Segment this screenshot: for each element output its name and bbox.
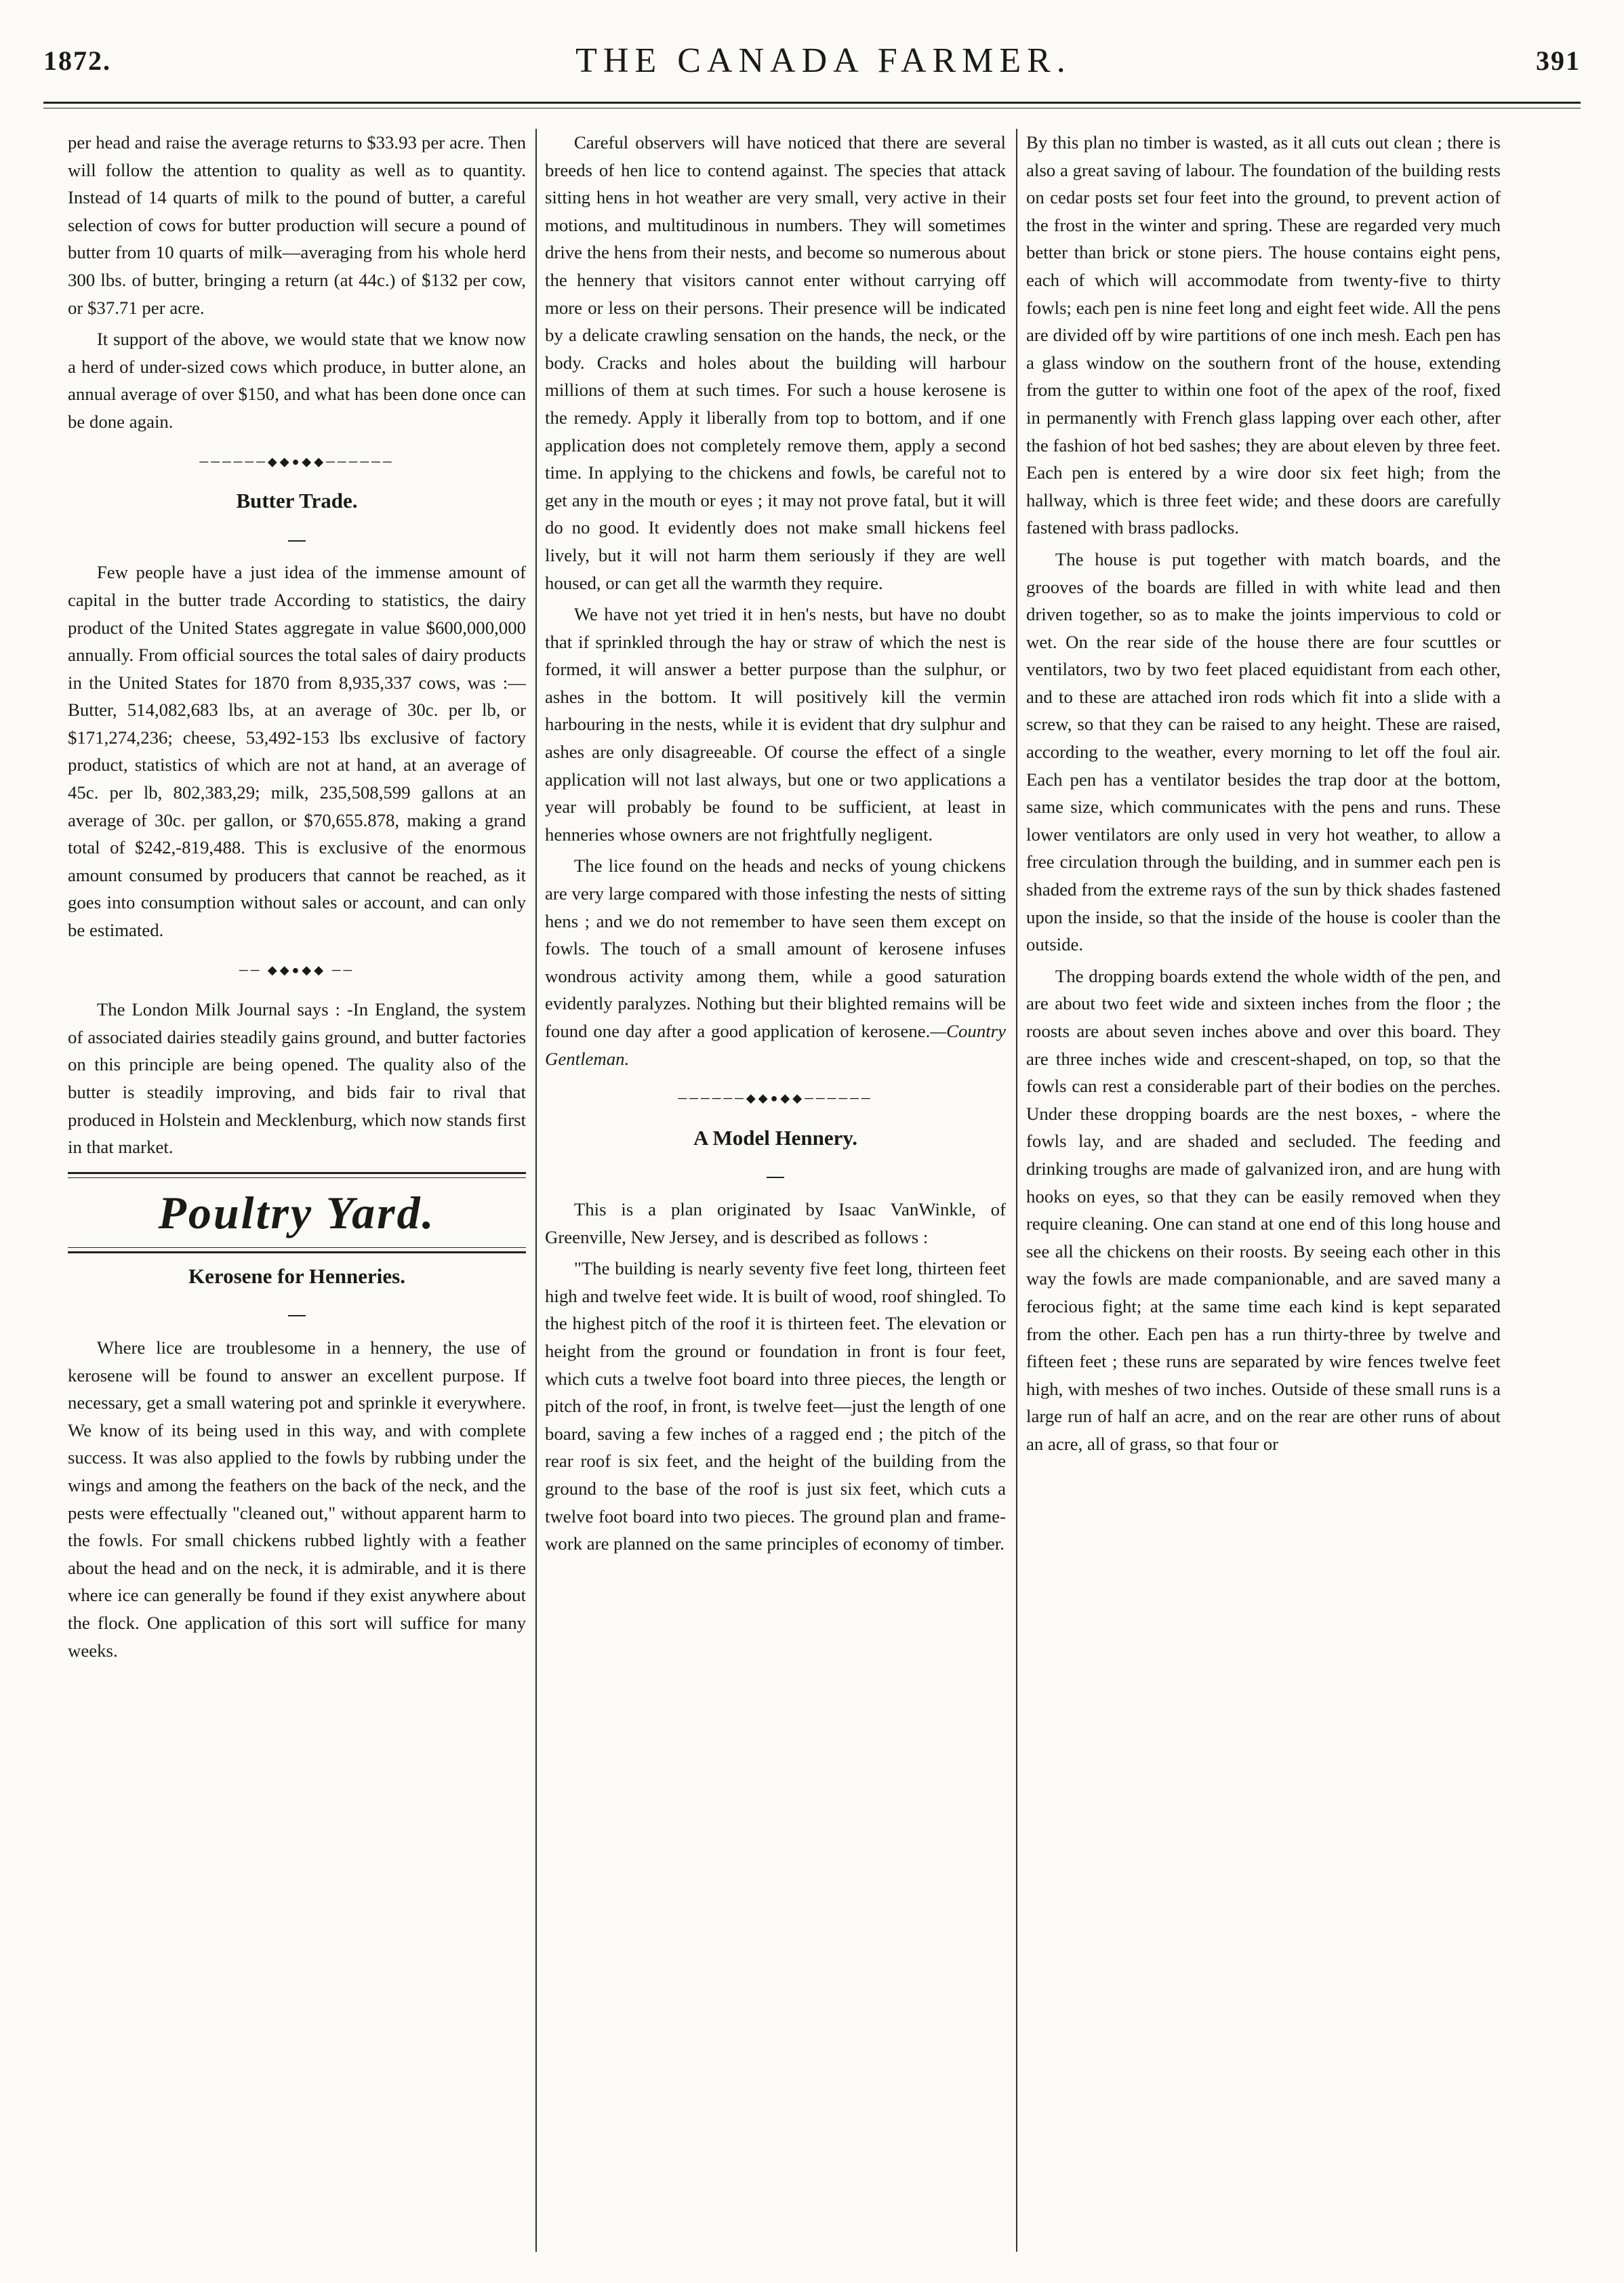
column-divider bbox=[1016, 129, 1017, 2252]
column-divider bbox=[535, 129, 537, 2252]
column-2 bbox=[545, 129, 1006, 2252]
body-paragraph: Where lice are troublesome in a hennery, the use of kerosene will be found to answer an excellent purpose. If necessary, get a small watering pot and sprinkle it everywhere. We know of its being used in this way, and with complete success. It was also applied to the fowls by rubbing under the wings and among the feathers on the back of the neck, and the pests were effectually "cleaned out," without apparent harm to the fowls. For small chickens rubbed lightly with a feather about the head and on the neck, it is admirable, and it is there where ice can generally be found if they exist anywhere about the flock. One application of this sort will suffice for many weeks. bbox=[68, 1337, 526, 1661]
body-paragraph: The London Milk Journal says : -In England, the system of associated dairies steadily gains ground, and butter factories on this principle are being opened. The quality also of the butter is steadily improving, and bids fair to rival that produced in Holstein and Mecklenburg, which now stands first in that market. bbox=[68, 999, 526, 1158]
article-heading-butter-trade: Butter Trade. bbox=[236, 489, 358, 513]
article-heading-kerosene: Kerosene for Henneries. bbox=[188, 1264, 405, 1288]
body-paragraph: per head and raise the average returns to $33.93 per acre. Then will follow the attention to quality as well as to quantity. Instead of 14 quarts of milk to the pound of butter, a careful selection of cows for butter production will secure a pound of butter from 10 quarts of milk—averaging from his whole herd 300 lbs. of butter, bringing a return (at 44c.) of $132 per cow, or $37.71 per acre. bbox=[68, 132, 526, 318]
body-paragraph: The dropping boards extend the whole width of the pen, and are about two feet wide and sixteen inches from the floor ; the roosts are about seven inches above and over this board. They are three inches wide and crescent-shaped, on top, so that the fowls can rest a considerable part of their bodies on the perches. Under these dropping boards are the nest boxes, - where the fowls lay, and are shaded and secluded. The feeding and drinking troughs are made of galvanized iron, and are hung with hooks on eyes, so that they can be easily removed when they require cleaning. One can stand at one end of this long house and see all the chickens on their roosts. By seeing each other in this way the fowls are made companionable, and are saved many a ferocious fight; at the same time each kind is kept separated from the other. Each pen has a run thirty-three by twelve and fifteen feet ; these runs are separated by wire fences twelve feet high, with meshes of two inches. Outside of these small runs is a large run of half an acre, and on the rear are other runs of about an acre, all of grass, so that four or bbox=[1026, 965, 1501, 1454]
page-number: 391 bbox=[1535, 45, 1581, 76]
page-header bbox=[43, 30, 1581, 91]
column-3 bbox=[1026, 129, 1501, 2252]
column-1 bbox=[68, 129, 526, 2252]
article-heading-model-hennery: A Model Hennery. bbox=[693, 1125, 857, 1150]
paragraph-ornament: ── ◆◆●◆◆ ── bbox=[239, 963, 355, 977]
body-paragraph: "The building is nearly seventy five feet long, thirteen feet high and twelve feet wide. It is built of wood, roof shingled. To the highest pitch of the roof it is thirteen feet. The elevation or height from the ground or foundation in front is four feet, which cuts a twelve foot board into three pieces, the length or pitch of the roof, in front, is twelve feet—just the length of one board, saving a few inches of a ragged end ; the pitch of the rear roof is six feet, and the height of the building from the ground to the base of the roof is just six feet, which cuts a twelve foot board into two pieces. The ground plan and frame-work are planned on the same principles of economy of timber. bbox=[545, 1258, 1006, 1554]
body-paragraph: The house is put together with match boards, and the grooves of the boards are filled in with white lead and then driven together, so as to make the joints impervious to cold or wet. On the rear side of the house there are four scuttles or ventilators, two by two feet placed equidistant from each other, and to these are attached iron rods which fit into a slide with a screw, so that they can be raised to any height. These are raised, according to the weather, every morning to let off the foul air. Each pen has a ventilator besides the trap door at the bottom, same size, which communicates with the pens and runs. These lower ventilators are only used in very hot weather, to allow a free circulation through the building, and in summer each pen is shaded from the extreme rays of the sun by thick shades fastened upon the inside, so that the inside of the house is cooler than the outside. bbox=[1026, 548, 1501, 955]
header-year: 1872. bbox=[43, 45, 111, 76]
source-credit: —Country Gentleman. bbox=[545, 1021, 1006, 1069]
body-paragraph: We have not yet tried it in hen's nests, but have no doubt that if sprinkled through the hay or straw of which the nest is formed, it will answer a better purpose than the sulphur, or ashes in the bottom. It will positively kill the vermin harbouring in the nests, while it is evident that dry sulphur and ashes are only disagreeable. Of course the effect of a single application will not last always, but one or two applications a year will probably be found to be sufficient, at least in henneries whose owners are not frightfully negligent. bbox=[545, 604, 1006, 845]
body-paragraph: This is a plan originated by Isaac VanWinkle, of Greenville, New Jersey, and is described as follows : bbox=[545, 1198, 1006, 1247]
masthead-title: THE CANADA FARMER. bbox=[575, 41, 1072, 80]
paragraph-text: The lice found on the heads and necks of young chickens are very large compared with those infesting the nests of sitting hens ; and we do not remember to have seen them except on fowls. The touch of a small amount of kerosene infuses wondrous activity among them, while a good saturation evidently paralyzes. Nothing but their blighted remains will be found one day after a good application of kerosene. bbox=[545, 855, 1006, 1041]
section-ornament: ──────◆◆●◆◆────── bbox=[199, 454, 394, 468]
section-rule bbox=[68, 1172, 526, 1178]
section-title-poultry-yard: Poultry Yard. bbox=[158, 1186, 436, 1238]
header-rule bbox=[43, 102, 1581, 108]
body-paragraph: By this plan no timber is wasted, as it all cuts out clean ; there is also a great saving of labour. The foundation of the building rests on cedar posts set four feet into the ground, to prevent action of the frost in the winter and spring. These are regarded very much better than brick or stone piers. The house contains eight pens, each of which will accommodate from twenty-five to thirty fowls; each pen is nine feet long and eight feet wide. All the pens are divided off by wire partitions of one inch mesh. Each pen has a glass window on the southern front of the house, extending from the gutter to within one foot of the apex of the roof, fixed in permanently with French glass lapping over each other, after the fashion of hot bed sashes; they are about eleven by three feet. Each pen is entered by a wire door six feet high; from the hallway, which is three feet wide; and these doors are carefully fastened with brass padlocks. bbox=[1026, 132, 1501, 538]
heading-dash bbox=[545, 1158, 1006, 1186]
heading-dash bbox=[68, 522, 526, 550]
heading-dash bbox=[68, 1297, 526, 1325]
section-rule bbox=[68, 1247, 526, 1253]
section-ornament: ──────◆◆●◆◆────── bbox=[678, 1091, 873, 1106]
body-paragraph: Few people have a just idea of the immense amount of capital in the butter trade According to statistics, the dairy product of the United States aggregate in value $600,000,000 annually. From official sources the total sales of dairy products in the United States for 1870 from 8,935,337 cows, was :—Butter, 514,082,683 lbs, at an average of 30c. per lb, or $171,274,236; cheese, 53,492-153 lbs exclusive of factory product, statistics of which are not at hand, at an average of 45c. per lb, 802,383,29; milk, 235,508,599 gallons at an average of 30c. per gallon, or $70,655.878, making a grand total of $242,-819,488. This is exclusive of the enormous amount consumed by producers that cannot be reached, as it goes into consumption without sales or account, and can only be estimated. bbox=[68, 562, 526, 941]
body-paragraph: It support of the above, we would state that we know now a herd of under-sized cows which produce, in butter alone, an annual average of over $150, and what has been done once can be done again. bbox=[68, 329, 526, 432]
body-paragraph bbox=[545, 852, 1006, 1072]
body-paragraph: Careful observers will have noticed that there are several breeds of hen lice to contend against. The species that attack sitting hens in hot weather are very small, very active in their motions, and multitudinous in numbers. They will sometimes drive the hens from their nests, and become so numerous about the hennery that visitors cannot enter without carrying off more or less on their persons. Their presence will be indicated by a delicate crawling sensation on the hands, the neck, or the body. Cracks and holes about the building will harbour millions of them at such times. For such a house kerosene is the remedy. Apply it liberally from top to bottom, and if one application does not completely remove them, apply a second time. In applying to the chickens and fowls, be careful not to get any in the mouth or eyes ; it may not prove fatal, but it will do no good. It evidently does not make small hickens feel lively, but it will not harm them seriously if they are well housed, or can get all the warmth they require. bbox=[545, 132, 1006, 593]
